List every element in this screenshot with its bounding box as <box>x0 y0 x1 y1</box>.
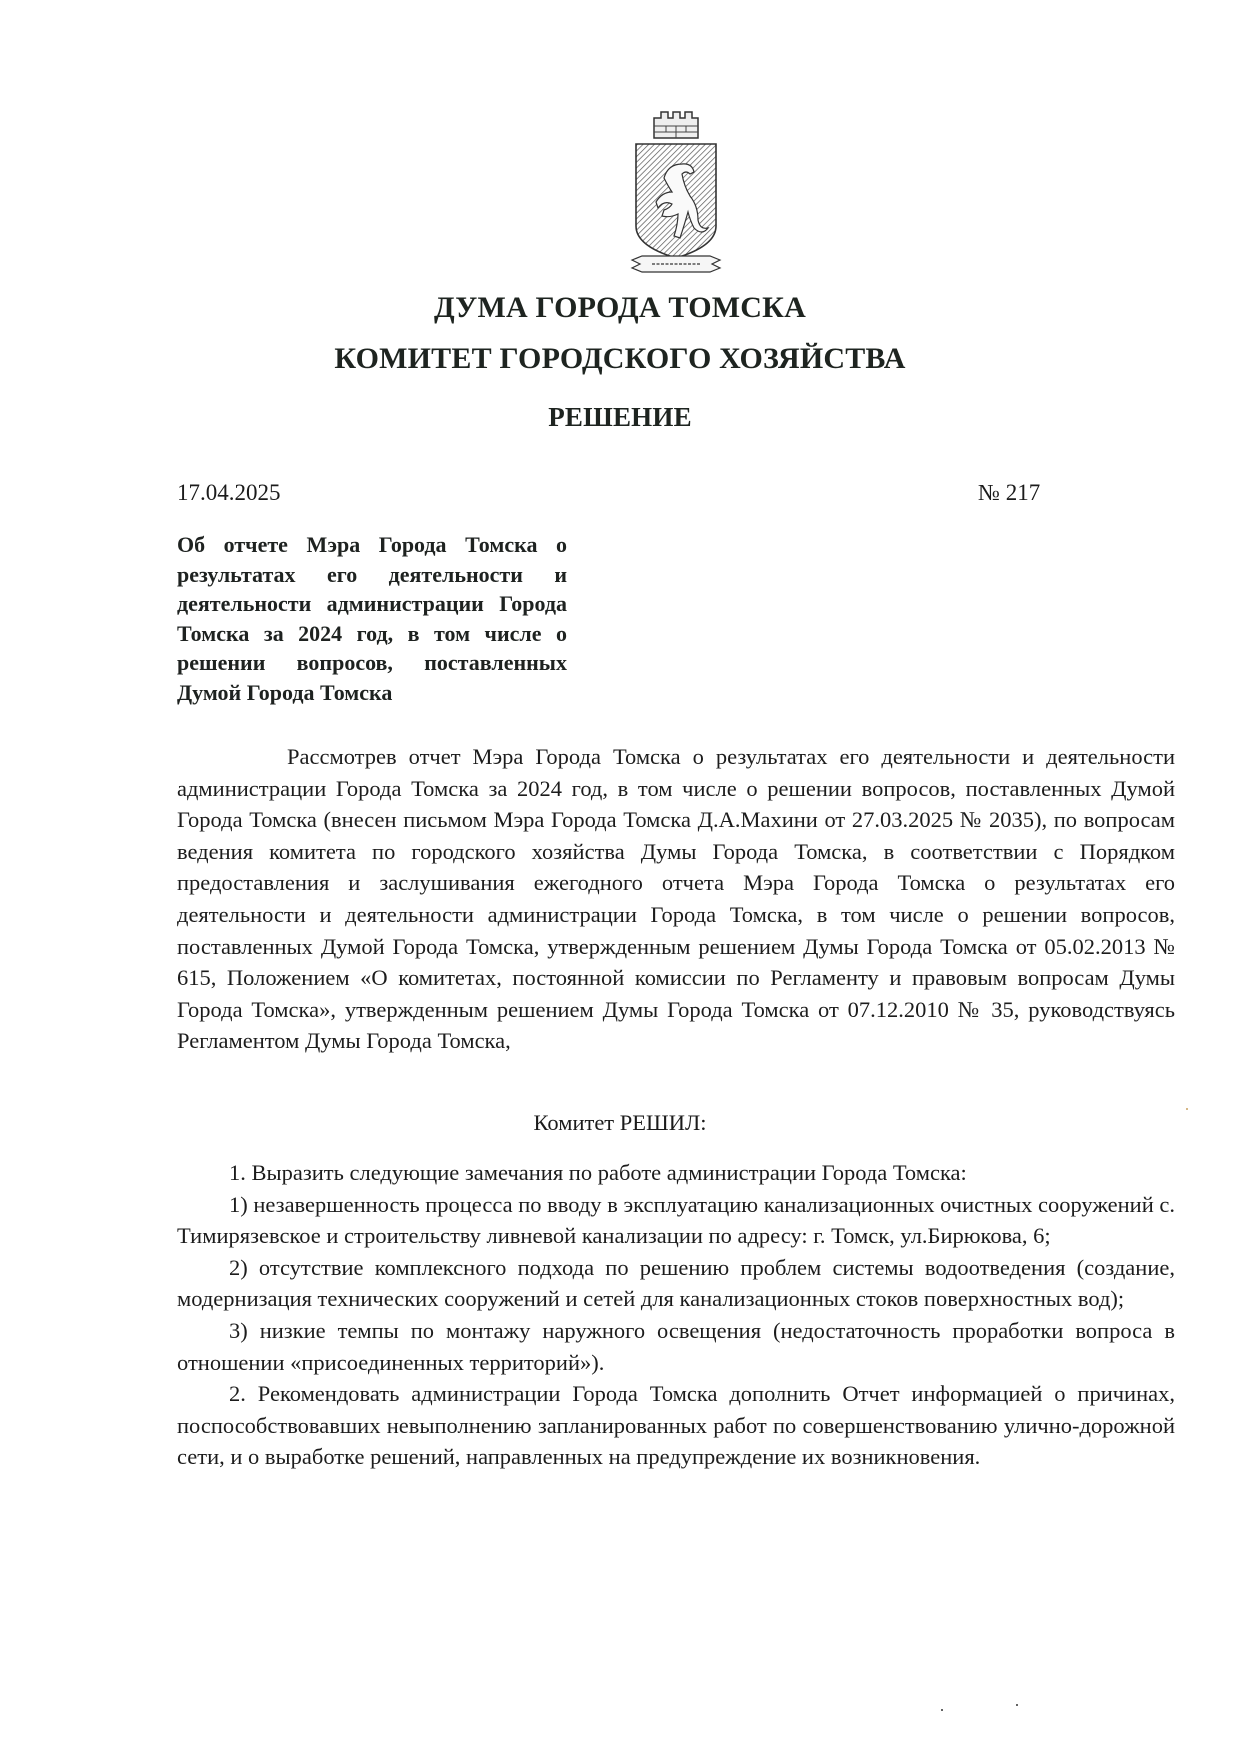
scan-speck <box>941 1709 943 1711</box>
decision-item: 3) низкие темпы по монтажу наружного освещения (недостаточность проработки вопроса в отношении «присоединенных территорий»). <box>177 1317 1175 1375</box>
decision-item: 2. Рекомендовать администрации Города Томска дополнить Отчет информацией о причинах, поспособствовавших невыполнению запланированных работ по совершенствованию улично-дорожной сети, и о выработке решений, направленных на предупреждение их возникновения. <box>177 1381 1175 1470</box>
coat-of-arms-icon <box>628 108 724 278</box>
decision-items <box>177 1157 1175 1473</box>
decision-item: 2) отсутствие комплексного подхода по решению проблем системы водоотведения (создание, модернизация технических сооружений и сетей для канализационных стоков поверхностных вод); <box>177 1254 1175 1312</box>
document-subject: Об отчете Мэра Города Томска о результатах его деятельности и деятельности администрации Города Томска за 2024 год, в том числе о решении вопросов, поставленных Думой Города Томска <box>177 532 567 705</box>
resolved-heading: Комитет РЕШИЛ: <box>533 1110 707 1135</box>
document-date: 17.04.2025 <box>177 480 281 505</box>
scan-speck <box>1186 1108 1188 1110</box>
decision-item: 1) незавершенность процесса по вводу в эксплуатацию канализационных очистных сооружений с. Тимирязевское и строительству ливневой канализации по адресу: г. Томск, ул.Бирюкова, 6; <box>177 1191 1175 1249</box>
decision-item: 1. Выразить следующие замечания по работе администрации Города Томска: <box>229 1160 967 1185</box>
scan-speck <box>1016 1704 1018 1706</box>
organization-title: ДУМА ГОРОДА ТОМСКА <box>434 291 806 324</box>
document-number: № 217 <box>978 480 1041 505</box>
committee-title: КОМИТЕТ ГОРОДСКОГО ХОЗЯЙСТВА <box>334 342 906 375</box>
preamble-paragraph: Рассмотрев отчет Мэра Города Томска о результатах его деятельности и деятельности администрации Города Томска за 2024 год, в том числе о решении вопросов, поставленных Думой Города Томска (внесен письмом Мэра Города Томска Д.А.Махини от 27.03.2025 № 2035), по вопросам ведения комитета по городского хозяйства Думы Города Томска, в соответствии с Порядком предоставления и заслушивания ежегодного отчета Мэра Города Томска о результатах его деятельности и деятельности администрации Города Томска, в том числе о решении вопросов, поставленных Думой Города Томска, утвержденным решением Думы Города Томска от 05.02.2013 № 615, Положением «О комитетах, постоянной комиссии по Регламенту и правовым вопросам Думы Города Томска», утвержденным решением Думы Города Томска от 07.12.2010 № 35, руководствуясь Регламентом Думы Города Томска, <box>177 744 1175 1054</box>
document-type-title: РЕШЕНИЕ <box>548 402 692 432</box>
